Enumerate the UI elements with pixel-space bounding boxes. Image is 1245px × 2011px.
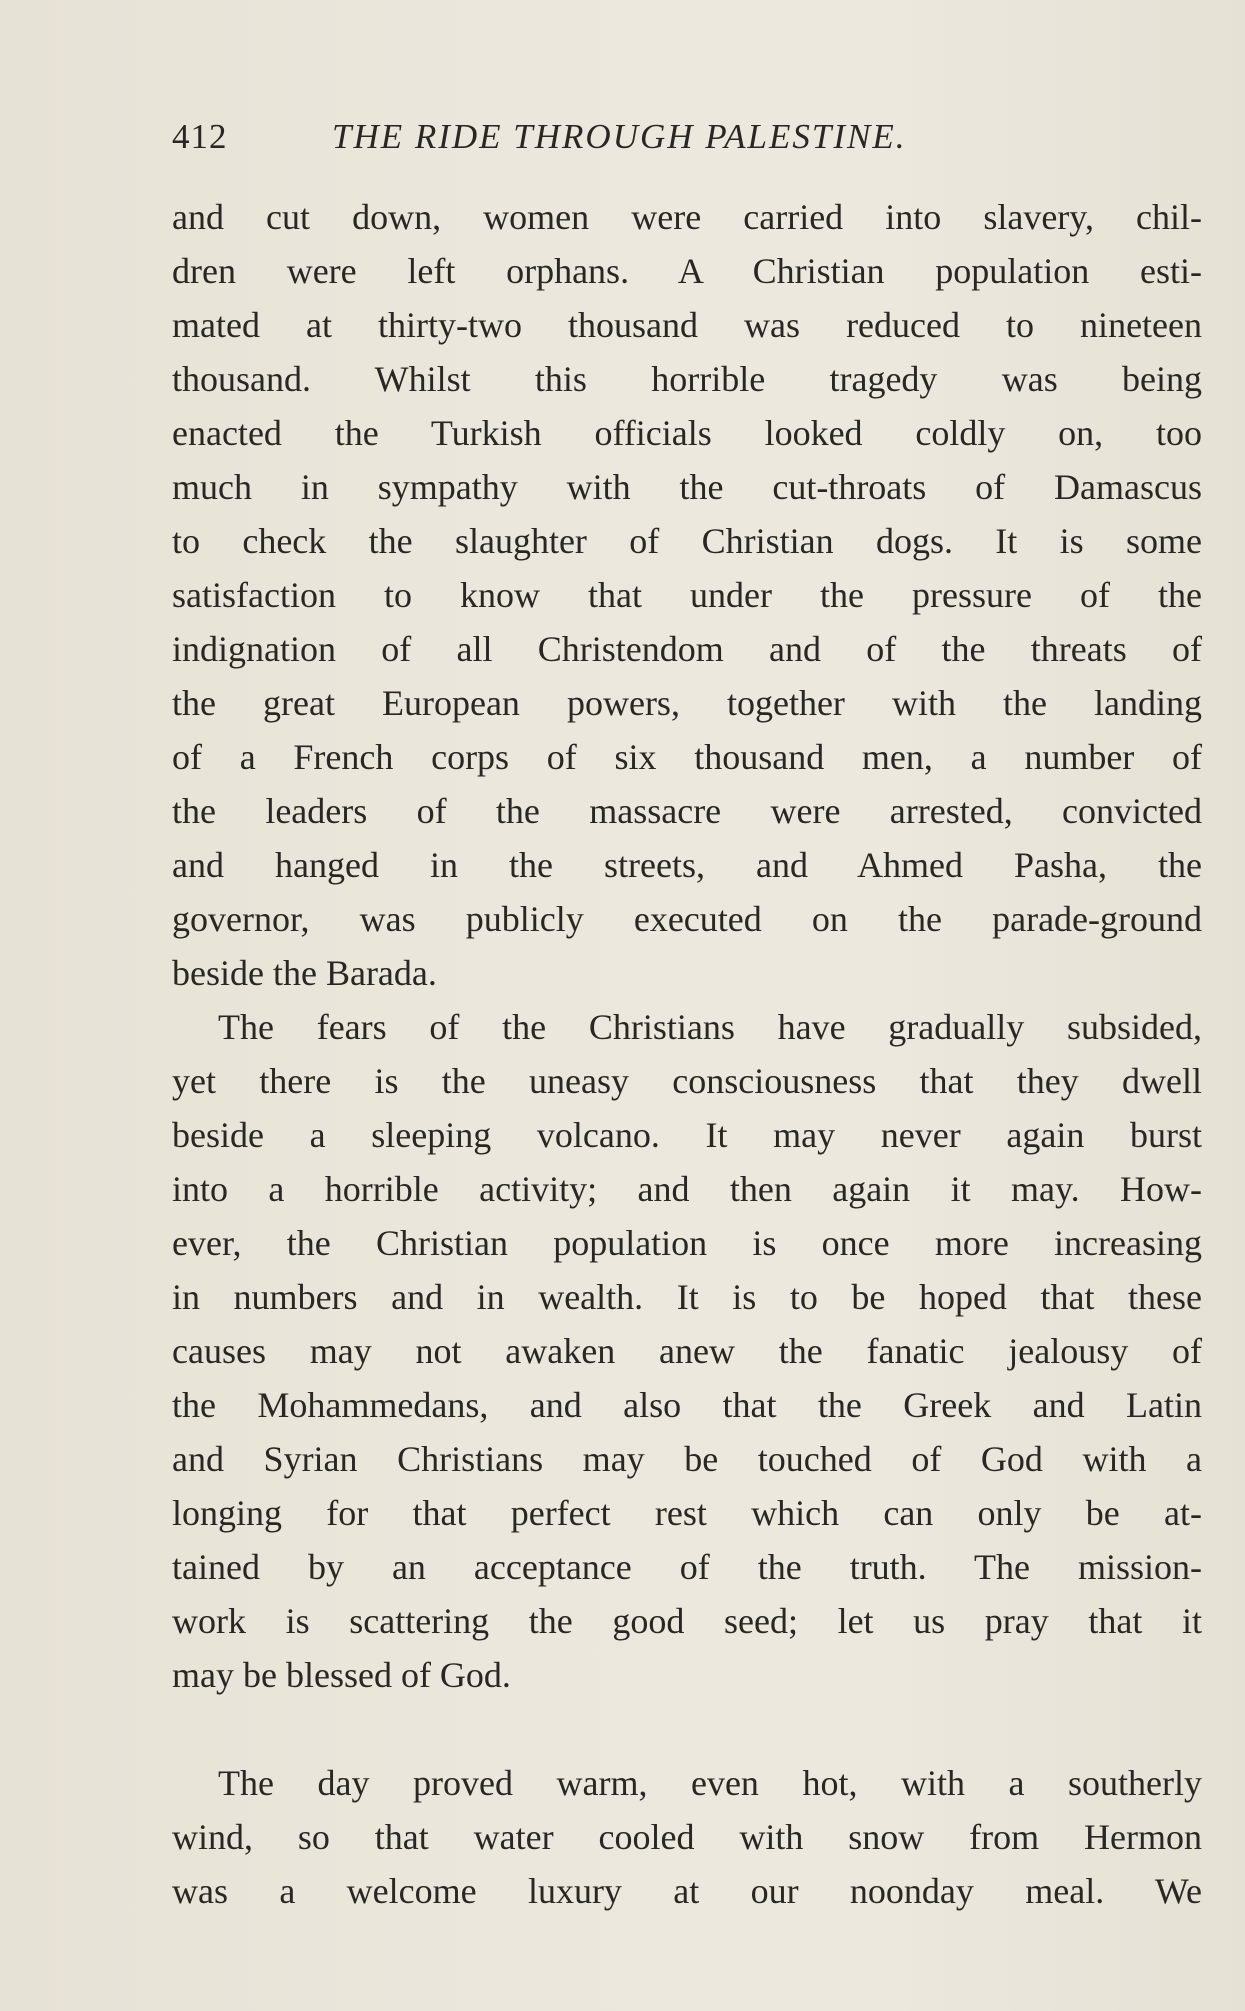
text-line: the great European powers, together with the landing: [172, 683, 1202, 723]
text-line: satisfaction to know that under the pressure of the: [172, 575, 1202, 615]
text-line: yet there is the uneasy consciousness that they dwell: [172, 1061, 1202, 1101]
text-line: thousand. Whilst this horrible tragedy was being: [172, 359, 1202, 399]
text-line: work is scattering the good seed; let us pray that it: [172, 1601, 1202, 1641]
text-line: the Mohammedans, and also that the Greek and Latin: [172, 1385, 1202, 1425]
text-line: and Syrian Christians may be touched of God with a: [172, 1439, 1202, 1479]
text-line: into a horrible activity; and then again it may. How-: [172, 1169, 1202, 1209]
text-line: causes may not awaken anew the fanatic jealousy of: [172, 1331, 1202, 1371]
text-line: and cut down, women were carried into slavery, chil-: [172, 197, 1202, 237]
text-line: The fears of the Christians have gradually subsided,: [218, 1007, 1202, 1047]
page-header: [172, 112, 1072, 162]
text-line: and hanged in the streets, and Ahmed Pasha, the: [172, 845, 1202, 885]
text-line: wind, so that water cooled with snow from Hermon: [172, 1817, 1202, 1857]
paragraph-3: [172, 1756, 1202, 1918]
text-line: enacted the Turkish officials looked coldly on, too: [172, 413, 1202, 453]
text-line: much in sympathy with the cut-throats of Damascus: [172, 467, 1202, 507]
text-line: tained by an acceptance of the truth. The mission-: [172, 1547, 1202, 1587]
text-line: the leaders of the massacre were arrested, convicted: [172, 791, 1202, 831]
text-line: indignation of all Christendom and of the threats of: [172, 629, 1202, 669]
paragraph-2: [172, 1000, 1202, 1702]
text-line: longing for that perfect rest which can only be at-: [172, 1493, 1202, 1533]
text-line: beside the Barada.: [172, 953, 437, 993]
text-line: was a welcome luxury at our noonday meal. We: [172, 1871, 1202, 1911]
text-line: of a French corps of six thousand men, a number of: [172, 737, 1202, 777]
text-line: to check the slaughter of Christian dogs. It is some: [172, 521, 1202, 561]
paragraph-1: [172, 190, 1202, 1000]
body-text: [172, 190, 1202, 1918]
text-line: beside a sleeping volcano. It may never again burst: [172, 1115, 1202, 1155]
text-line: ever, the Christian population is once more increasing: [172, 1223, 1202, 1263]
section-break: [172, 1702, 1202, 1756]
running-title: THE RIDE THROUGH PALESTINE.: [332, 117, 907, 156]
text-line: governor, was publicly executed on the parade-ground: [172, 899, 1202, 939]
text-line: may be blessed of God.: [172, 1655, 511, 1695]
text-line: mated at thirty-two thousand was reduced to nineteen: [172, 305, 1202, 345]
text-line: The day proved warm, even hot, with a southerly: [218, 1763, 1202, 1803]
text-line: dren were left orphans. A Christian population esti-: [172, 251, 1202, 291]
page-number: 412: [172, 117, 228, 156]
text-line: in numbers and in wealth. It is to be hoped that these: [172, 1277, 1202, 1317]
